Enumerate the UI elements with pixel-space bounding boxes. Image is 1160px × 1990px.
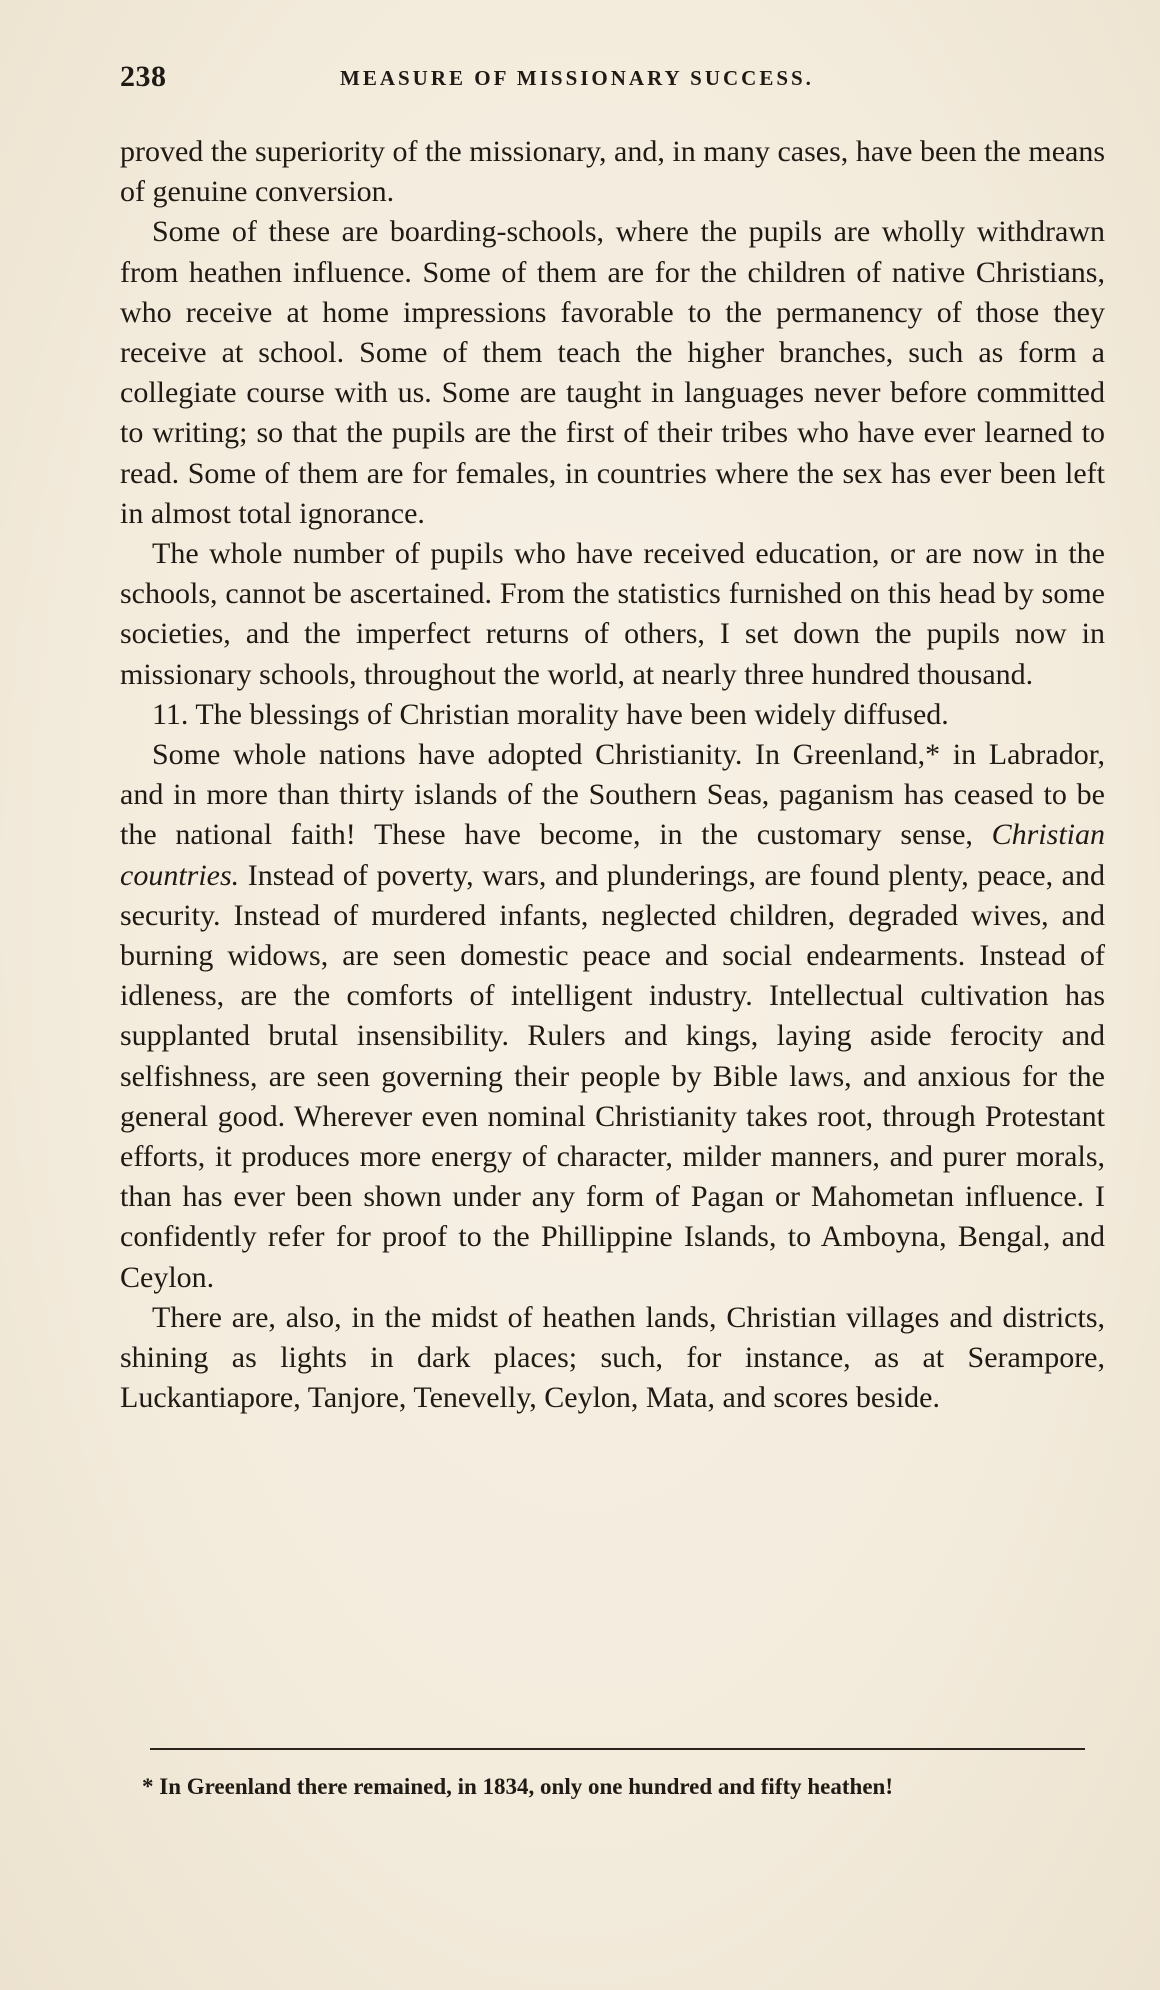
paragraph-section-11: 11. The blessings of Christian morality have been widely diffused. xyxy=(152,697,949,731)
paragraph-pupil-count: The whole number of pupils who have received education, or are now in the schools, cannot be ascertained. From the statistics furnished on this head by some societies, and the imperfect returns of others, I set down the pupils now in missionary schools, throughout the world, at nearly three hundred thousand. xyxy=(120,537,1105,691)
footnote-divider xyxy=(150,1748,1085,1750)
footnote: * In Greenland there remained, in 1834, only one hundred and fifty heathen! xyxy=(142,1774,893,1799)
paragraph-christian-villages: There are, also, in the midst of heathen lands, Christian villages and districts, shining as lights in dark places; such, for instance, as at Serampore, Luckantiapore, Tanjore, Tenevelly, Ceylon, Mata, and scores beside. xyxy=(120,1300,1105,1415)
page-header xyxy=(120,58,1105,98)
paragraph-boarding-schools: Some of these are boarding-schools, where the pupils are wholly withdrawn from heathen influence. Some of them are for the children of native Christians, who receive at home impressions favorable to the permanency of those they receive at school. Some of them teach the higher branches, such as form a collegiate course with us. Some are taught in languages never before committed to writing; so that the pupils are the first of their tribes who have ever learned to read. Some of them are for females, in countries where the sex has ever been left in almost total ignorance. xyxy=(120,215,1105,530)
running-title: MEASURE OF MISSIONARY SUCCESS. xyxy=(340,66,814,90)
body-text xyxy=(120,132,1105,1419)
page-number: 238 xyxy=(120,60,167,93)
paragraph-christian-nations: Some whole nations have adopted Christianity. In Greenland,* in Labrador, and in more than thirty islands of the Southern Seas, paganism has ceased to be the national faith! These have become, in the customary sense, Christian countries. Instead of poverty, wars, and plunderings, are found plenty, peace, and security. Instead of murdered infants, neglected children, degraded wives, and burning widows, are seen domestic peace and social endearments. Instead of idleness, are the comforts of intelligent industry. Intellectual cultivation has supplanted brutal insensibility. Rulers and kings, laying aside ferocity and selfishness, are seen governing their people by Bible laws, and anxious for the general good. Wherever even nominal Christianity takes root, through Protestant efforts, it produces more energy of character, milder manners, and purer morals, than has ever been shown under any form of Pagan or Mahometan influence. I confidently refer for proof to the Phillippine Islands, to Amboyna, Bengal, and Ceylon. xyxy=(120,738,1105,1294)
paragraph-continuation: proved the superiority of the missionary, and, in many cases, have been the means of genuine conversion. xyxy=(120,135,1105,209)
